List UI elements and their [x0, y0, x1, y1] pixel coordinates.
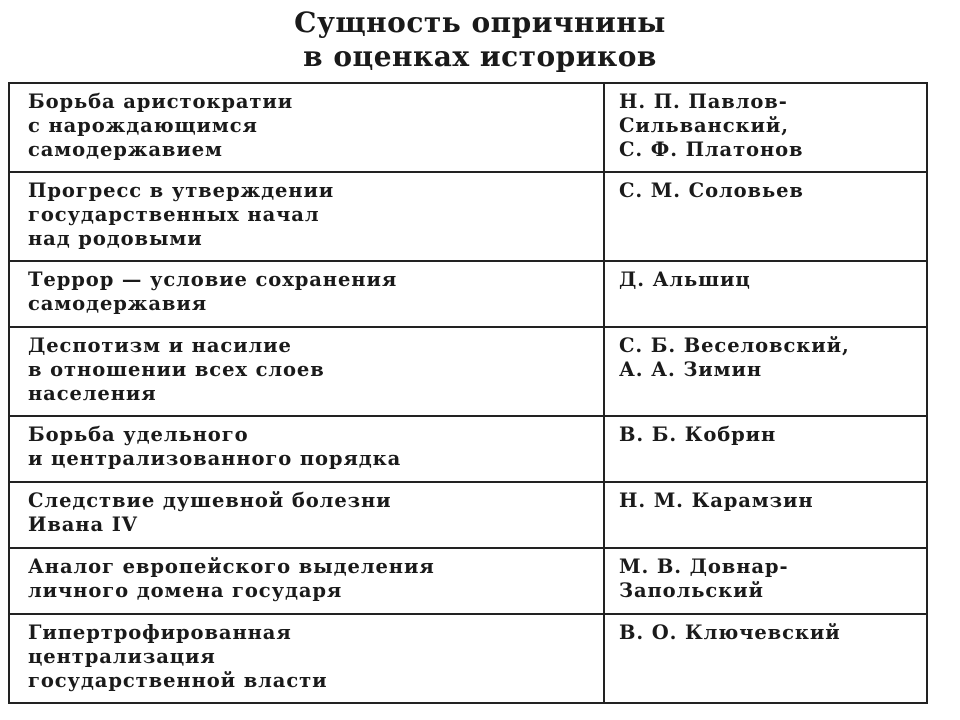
historian-cell — [604, 482, 927, 548]
essence-text: Ивана IV — [28, 513, 138, 536]
historian-text: Н. М. Карамзин — [619, 489, 814, 512]
essence-cell — [9, 327, 604, 416]
table-row — [9, 83, 927, 172]
historian-cell — [604, 261, 927, 327]
essence-text: Гипертрофированная — [28, 621, 292, 644]
essence-text: централизация — [28, 645, 216, 668]
table-row — [9, 548, 927, 614]
table-row — [9, 416, 927, 482]
historian-text: С. Б. Веселовский, — [619, 334, 850, 357]
historians-table — [8, 82, 928, 704]
essence-cell — [9, 83, 604, 172]
essence-cell — [9, 261, 604, 327]
essence-text: Прогресс в утверждении — [28, 179, 335, 202]
essence-text: Деспотизм и насилие — [28, 334, 292, 357]
historian-cell — [604, 614, 927, 703]
essence-cell — [9, 482, 604, 548]
table-row — [9, 172, 927, 261]
historian-cell — [604, 548, 927, 614]
essence-text: государственных начал — [28, 203, 320, 226]
table-row — [9, 614, 927, 703]
essence-text: Борьба аристократии — [28, 90, 294, 113]
essence-cell — [9, 548, 604, 614]
essence-cell — [9, 614, 604, 703]
essence-text: населения — [28, 382, 157, 405]
title-line-1: Сущность опричнины — [294, 6, 666, 39]
table-row — [9, 261, 927, 327]
historian-cell — [604, 416, 927, 482]
historian-text: В. О. Ключевский — [619, 621, 841, 644]
essence-text: Борьба удельного — [28, 423, 249, 446]
historian-text: Запольский — [619, 579, 764, 602]
essence-text: личного домена государя — [28, 579, 343, 602]
title-line-2: в оценках историков — [303, 40, 657, 73]
essence-cell — [9, 416, 604, 482]
essence-text: Террор — условие сохранения — [28, 268, 398, 291]
historian-text: А. А. Зимин — [619, 358, 763, 381]
essence-text: самодержавием — [28, 138, 223, 161]
essence-cell — [9, 172, 604, 261]
table-row — [9, 482, 927, 548]
historian-text: В. Б. Кобрин — [619, 423, 777, 446]
historian-cell — [604, 327, 927, 416]
table-row — [9, 327, 927, 416]
essence-text: над родовыми — [28, 227, 203, 250]
essence-text: Аналог европейского выделения — [28, 555, 435, 578]
historian-text: М. В. Довнар- — [619, 555, 789, 578]
page-title — [0, 6, 960, 74]
essence-text: Следствие душевной болезни — [28, 489, 392, 512]
historian-text: Д. Альшиц — [619, 268, 751, 291]
essence-text: самодержавия — [28, 292, 208, 315]
historian-text: С. М. Соловьев — [619, 179, 804, 202]
historian-cell — [604, 83, 927, 172]
historian-text: С. Ф. Платонов — [619, 138, 804, 161]
essence-text: государственной власти — [28, 669, 328, 692]
historian-cell — [604, 172, 927, 261]
essence-text: в отношении всех слоев — [28, 358, 325, 381]
essence-text: и централизованного порядка — [28, 447, 402, 470]
historian-text: Сильванский, — [619, 114, 789, 137]
historian-text: Н. П. Павлов- — [619, 90, 788, 113]
essence-text: с нарождающимся — [28, 114, 258, 137]
